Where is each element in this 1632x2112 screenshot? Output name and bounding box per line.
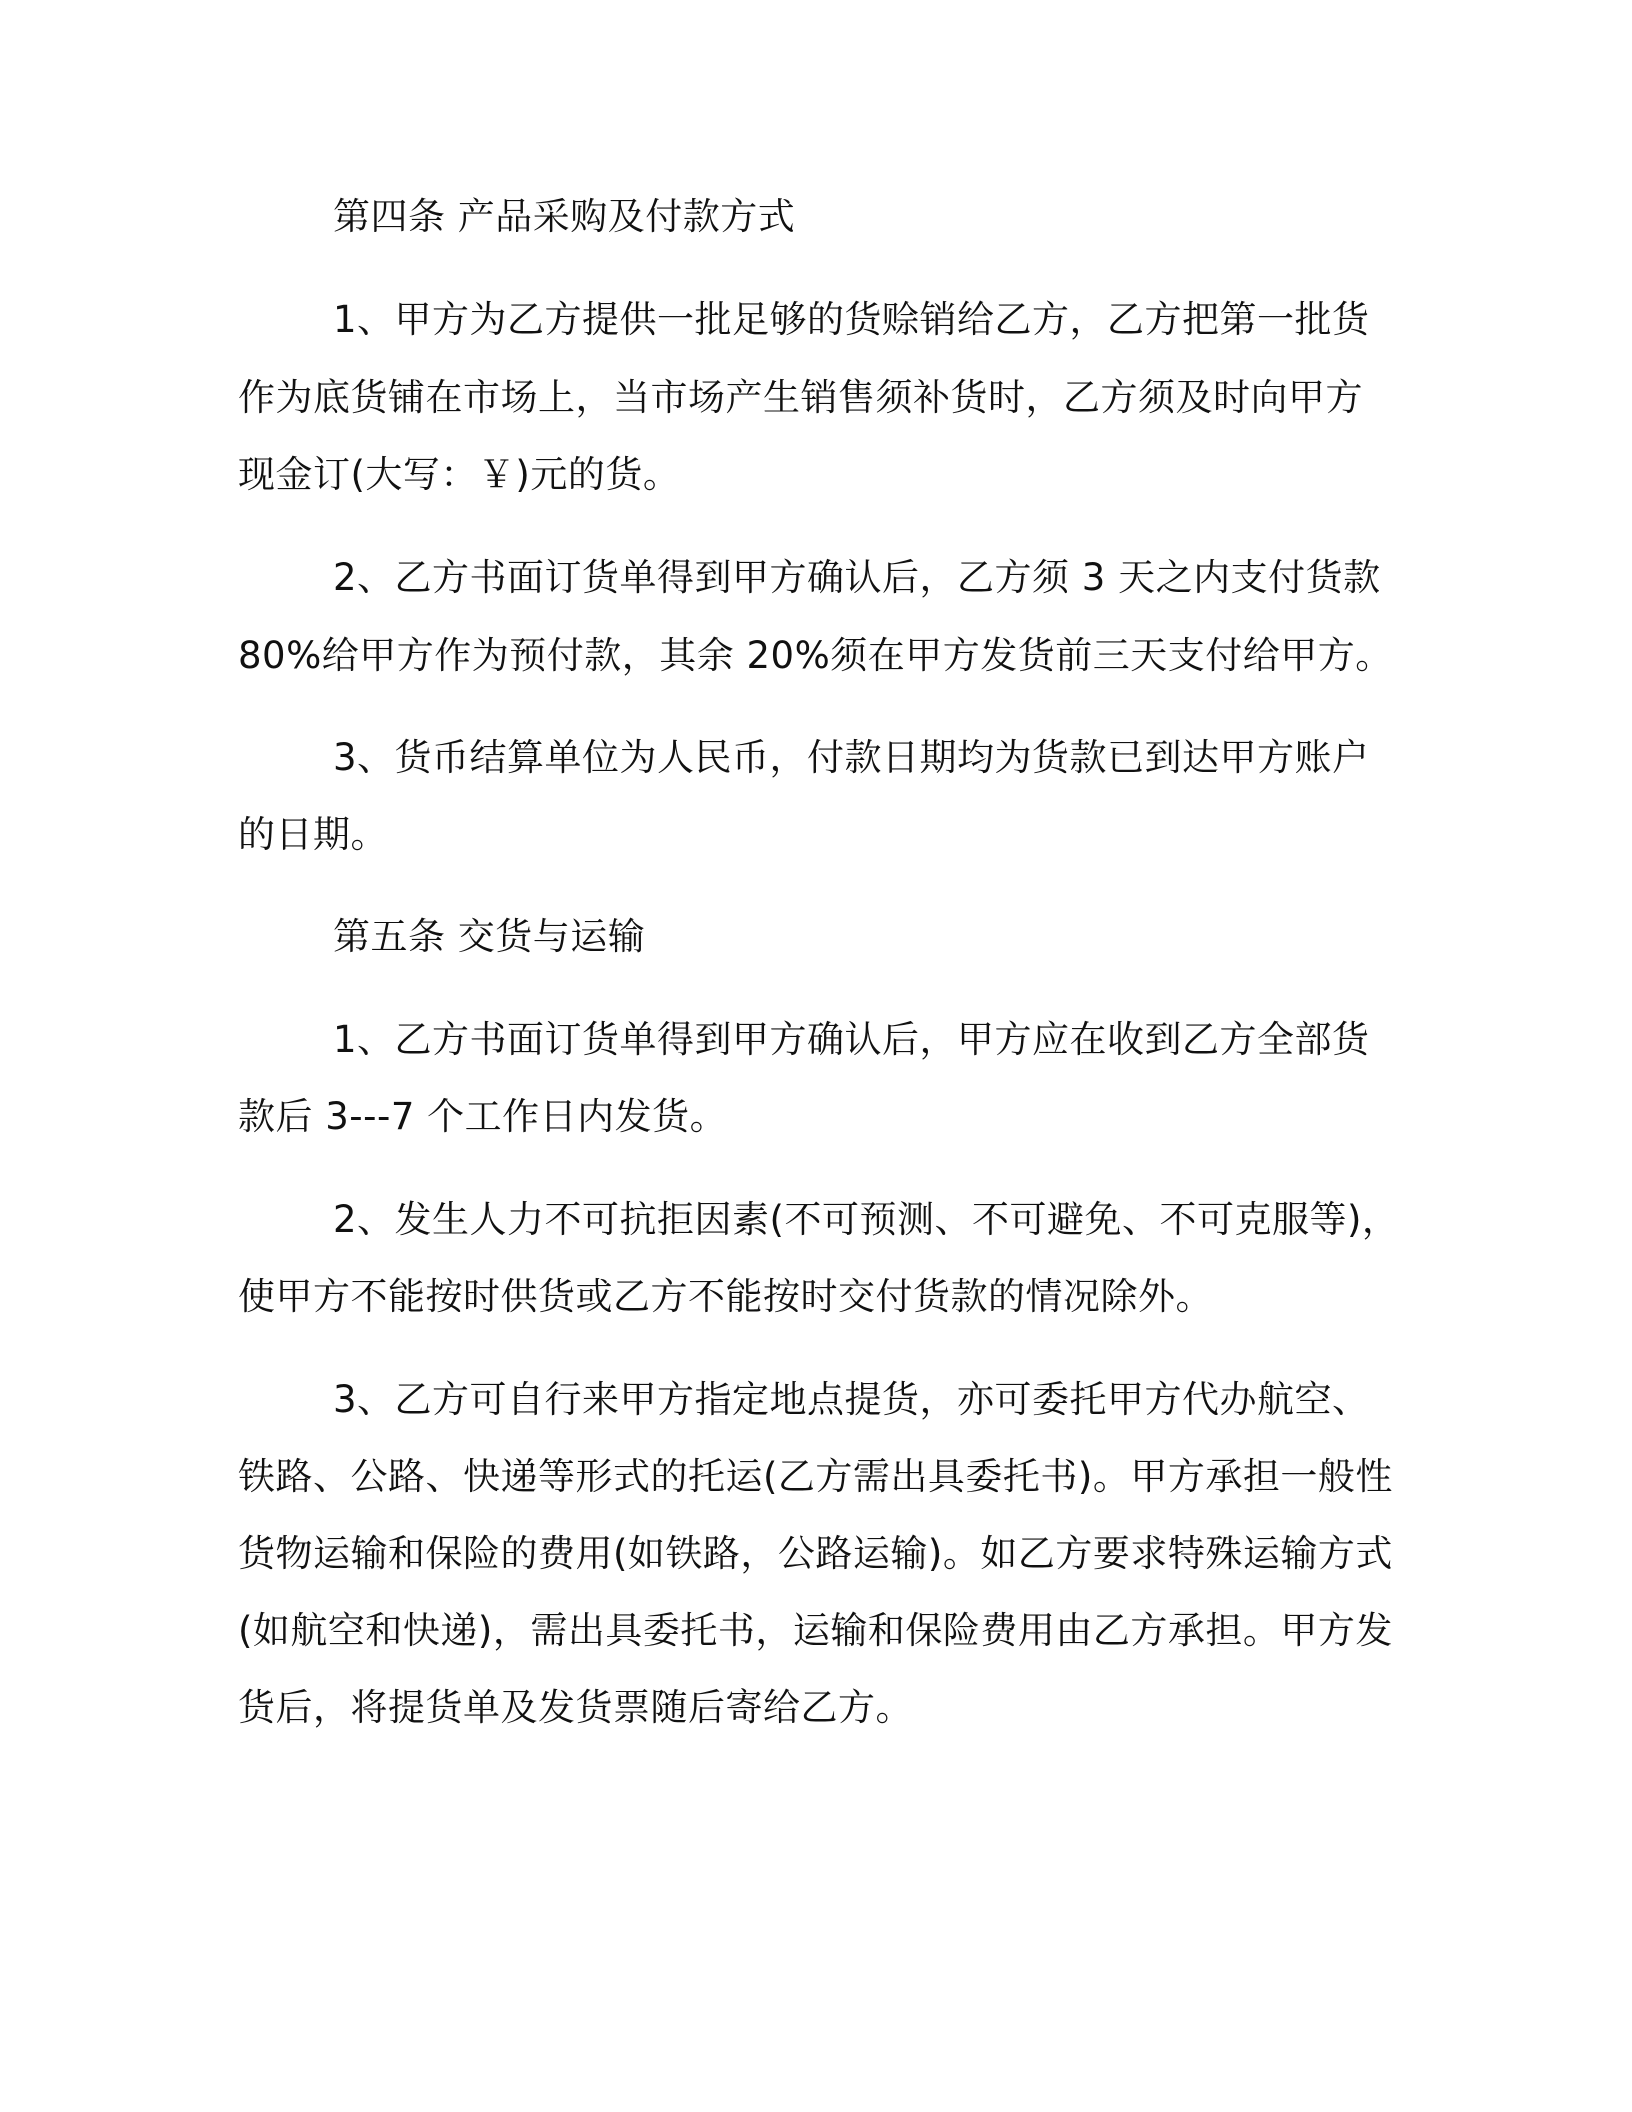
article5-item1-line2: 款后 3---7 个工作日内发货。: [238, 1095, 728, 1138]
article5-item3-line4: (如航空和快递)，需出具委托书，运输和保险费用由乙方承担。甲方发: [238, 1609, 1393, 1652]
article4-item1-line2: 作为底货铺在市场上，当市场产生销售须补货时，乙方须及时向甲方: [238, 376, 1363, 419]
article4-heading: 第四条 产品采购及付款方式: [333, 195, 796, 238]
article5-item2-line2: 使甲方不能按时供货或乙方不能按时交付货款的情况除外。: [238, 1275, 1213, 1318]
article4-item2-line2: 80%给甲方作为预付款，其余 20%须在甲方发货前三天支付给甲方。: [238, 634, 1393, 677]
article4-item2-line1: 2、乙方书面订货单得到甲方确认后，乙方须 3 天之内支付货款: [333, 556, 1381, 599]
article5-item3-line3: 货物运输和保险的费用(如铁路，公路运输)。如乙方要求特殊运输方式: [238, 1532, 1393, 1575]
article4-item1-line1: 1、甲方为乙方提供一批足够的货赊销给乙方，乙方把第一批货: [333, 298, 1370, 341]
article5-item3-line2: 铁路、公路、快递等形式的托运(乙方需出具委托书)。甲方承担一般性: [238, 1455, 1393, 1498]
article5-item3-line5: 货后，将提货单及发货票随后寄给乙方。: [238, 1686, 913, 1729]
article4-item3-line2: 的日期。: [238, 813, 388, 856]
article5-heading: 第五条 交货与运输: [333, 915, 646, 958]
article4-item1-line3: 现金订(大写：￥)元的货。: [238, 453, 681, 496]
article5-item1-line1: 1、乙方书面订货单得到甲方确认后，甲方应在收到乙方全部货: [333, 1018, 1370, 1061]
article4-item3-line1: 3、货币结算单位为人民币，付款日期均为货款已到达甲方账户: [333, 736, 1370, 779]
article5-item3-line1: 3、乙方可自行来甲方指定地点提货，亦可委托甲方代办航空、: [333, 1378, 1370, 1421]
article5-item2-line1: 2、发生人力不可抗拒因素(不可预测、不可避免、不可克服等)，: [333, 1198, 1400, 1241]
